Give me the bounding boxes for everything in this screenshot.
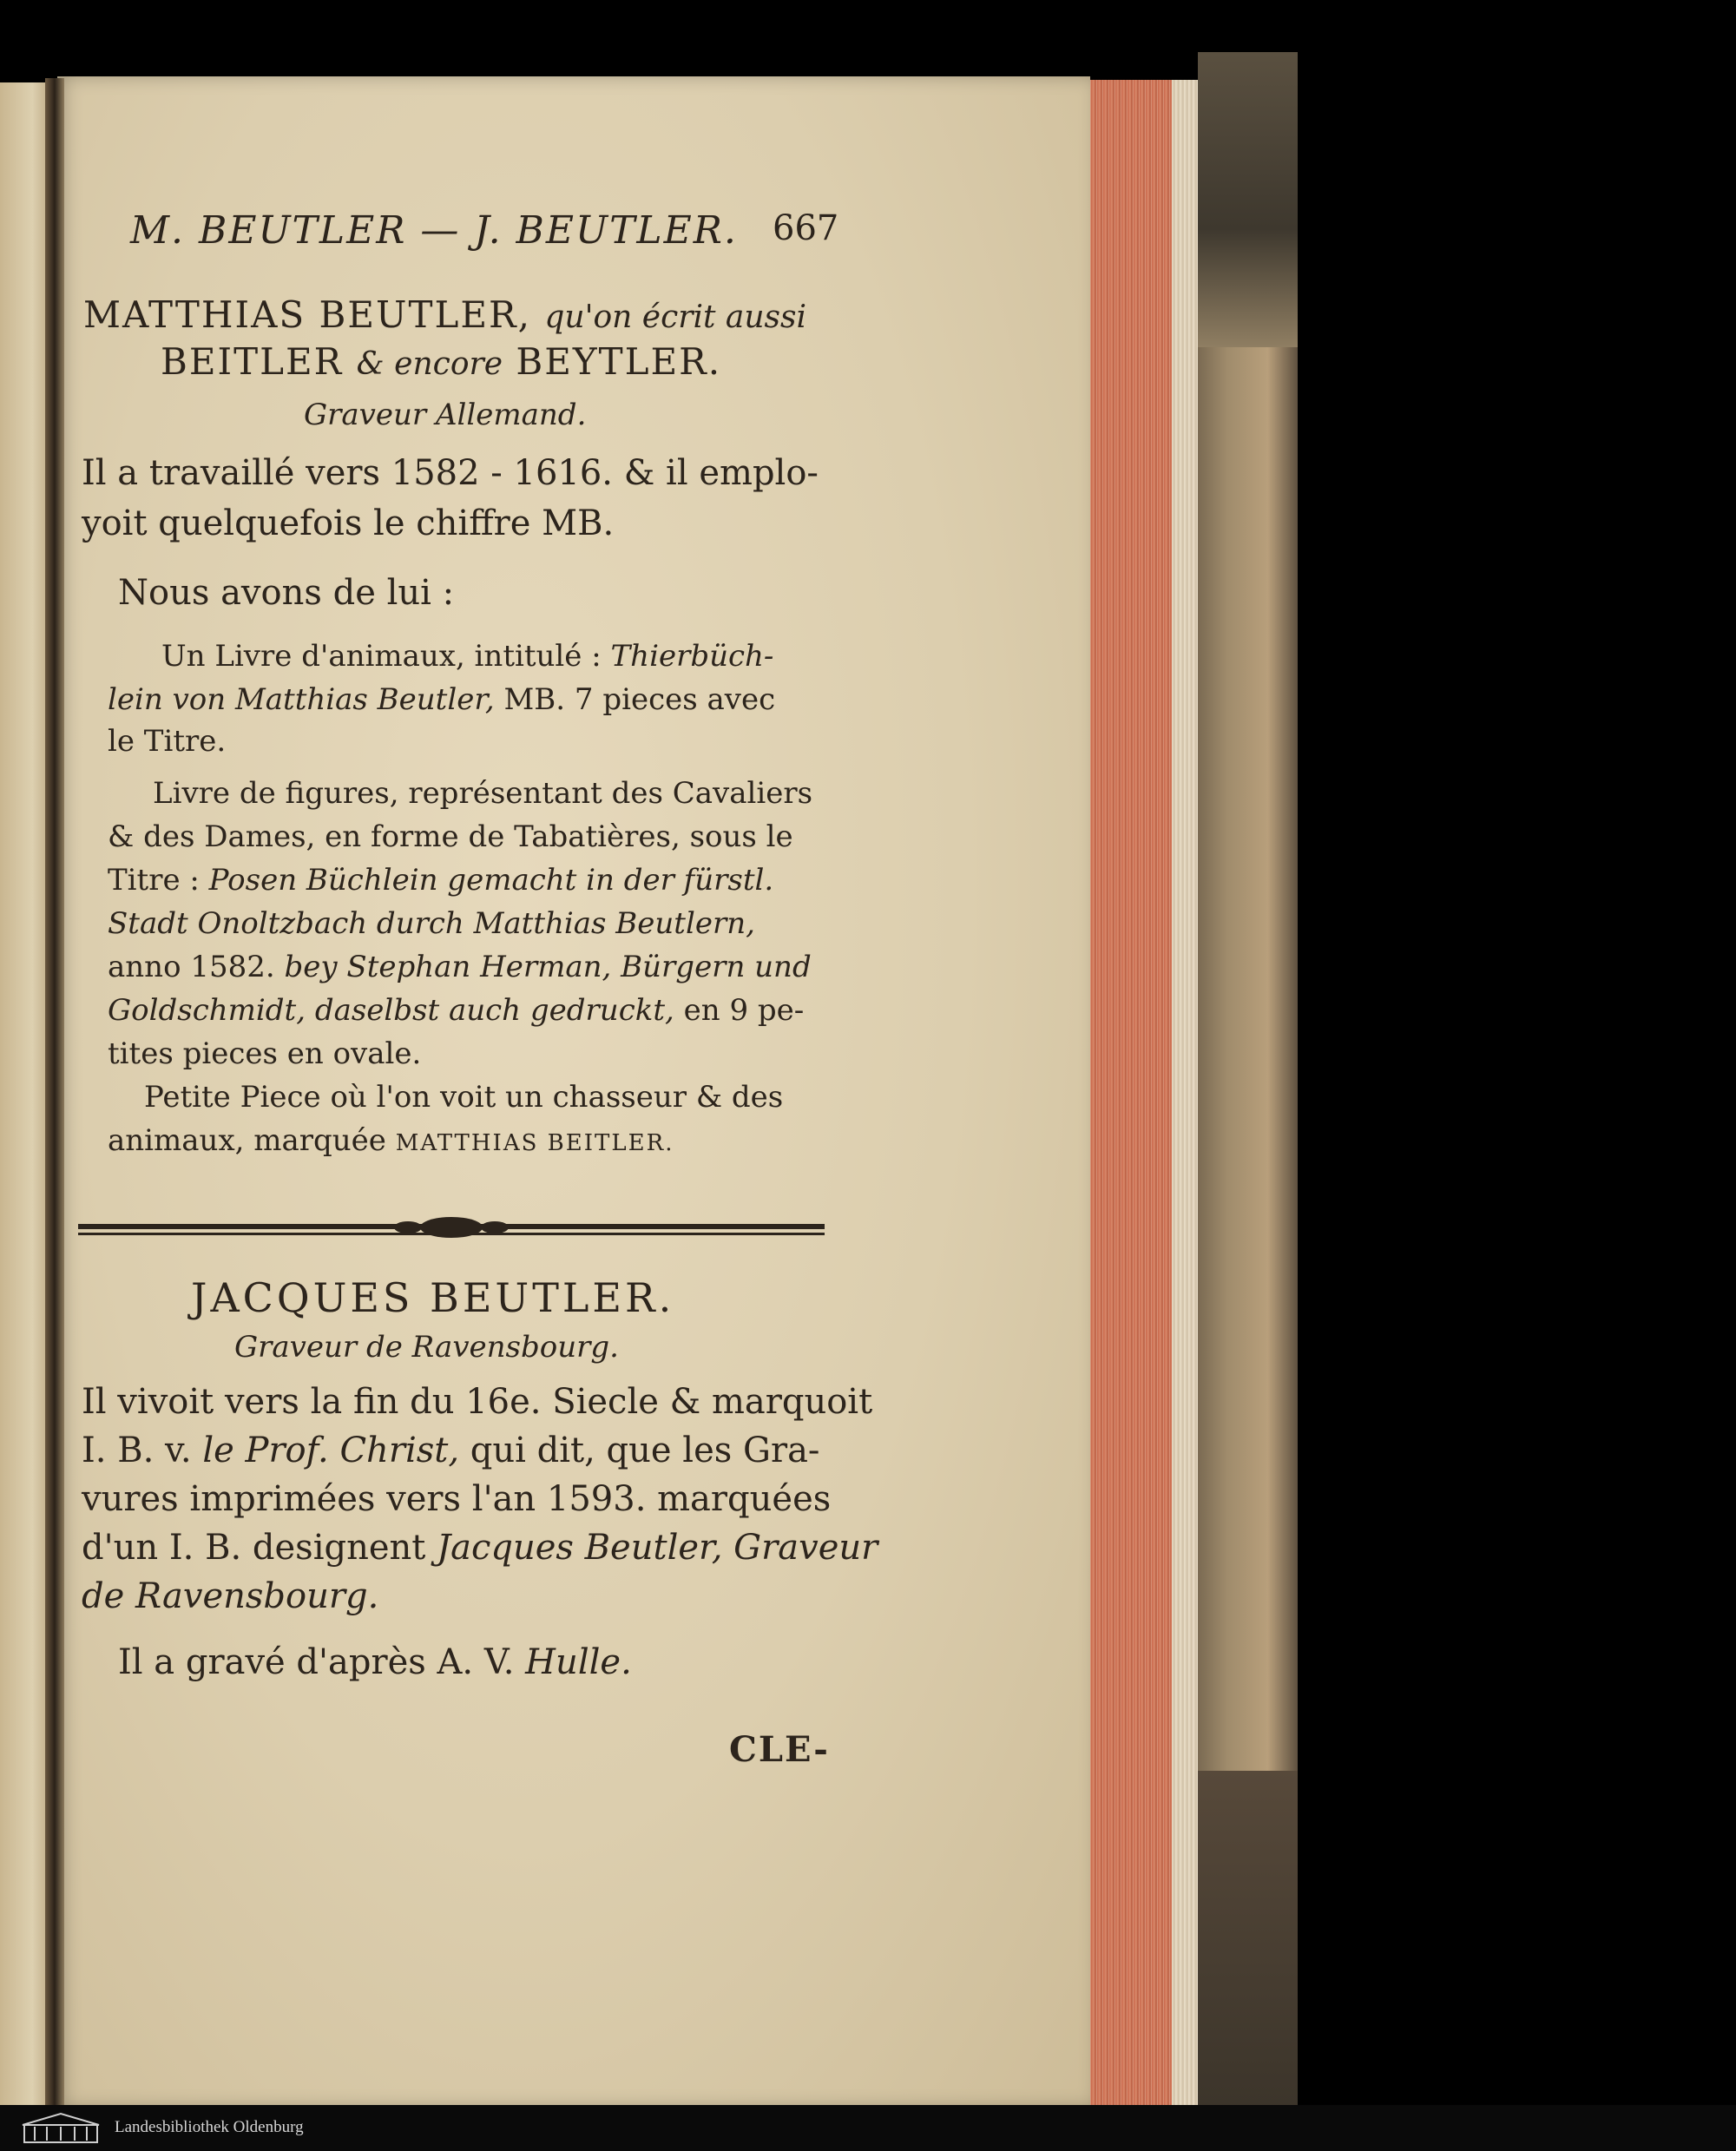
entry2-heading: JACQUES BEUTLER.	[191, 1274, 675, 1321]
entry1-note: qu'on écrit aussi	[544, 299, 806, 335]
entry2-para1-line1: Il vivoit vers la fin du 16e. Siecle & marquoit	[82, 1382, 873, 1422]
entry2-l2-c: qui dit, que les Gra-	[470, 1431, 820, 1470]
entry1-item2-line6	[108, 993, 804, 1028]
entry1-para2: Nous avons de lui :	[118, 573, 455, 613]
running-head: M. BEUTLER — J. BEUTLER.	[130, 208, 738, 253]
entry2-l2-a: I. B. v.	[82, 1431, 192, 1470]
entry1-item2-line4: Stadt Onoltzbach durch Matthias Beutlern,	[108, 906, 755, 941]
entry2-l2-b: le Prof. Christ,	[202, 1431, 460, 1470]
item2-l6-text: en 9 pe-	[683, 993, 805, 1028]
entry1-item2-line3	[108, 863, 773, 898]
book-cover-top	[1198, 52, 1298, 347]
item2-l3-title: Posen Büchlein gemacht in der fürstl.	[208, 863, 774, 898]
item1-l2-title: lein von Matthias Beutler,	[108, 682, 495, 717]
entry2-l4-b: Jacques Beutler, Graveur	[437, 1528, 878, 1568]
entry1-alias2: BEYTLER.	[516, 340, 722, 383]
item2-l5-title: bey Stephan Herman, Bürgern und	[284, 950, 812, 984]
entry1-alias1: BEITLER	[161, 340, 344, 383]
book-cover-bottom	[1198, 1771, 1298, 2118]
entry2-para2	[118, 1642, 632, 1682]
entry2-para1-line4	[82, 1528, 878, 1568]
entry1-alias-connector: & encore	[356, 346, 503, 382]
catchword: CLE-	[729, 1729, 830, 1770]
item1-l1-title: Thierbüch-	[610, 639, 774, 674]
entry1-heading-line2	[161, 340, 721, 383]
entry1-name: MATTHIAS BEUTLER,	[83, 293, 531, 336]
entry1-subtitle: Graveur Allemand.	[304, 398, 587, 432]
entry1-heading-line1	[83, 293, 806, 336]
entry1-item2-line5	[108, 950, 812, 984]
entry1-item1-line2	[108, 682, 775, 717]
item1-l2-text: MB. 7 pieces avec	[503, 682, 776, 717]
entry1-item2-line1: Livre de figures, représentant des Cavaliers	[153, 776, 813, 811]
entry2-p2-a: Il a gravé d'après A. V.	[118, 1642, 515, 1682]
item2-l5-text: anno 1582.	[108, 950, 275, 984]
entry1-item2-line7: tites pieces en ovale.	[108, 1036, 422, 1071]
ornamental-rule	[78, 1214, 825, 1243]
page-block-edges	[1172, 80, 1198, 2108]
entry2-subtitle: Graveur de Ravensbourg.	[234, 1330, 619, 1365]
entry2-p2-b: Hulle.	[525, 1642, 632, 1682]
item2-l3-text: Titre :	[108, 863, 200, 898]
entry1-item1-line1	[161, 639, 773, 674]
entry1-para1-line1: Il a travaillé vers 1582 - 1616. & il emplo-	[82, 453, 819, 493]
book-gutter	[45, 78, 64, 2109]
red-page-edges	[1085, 80, 1172, 2108]
entry1-item3-line2	[108, 1123, 674, 1158]
entry2-l4-a: d'un I. B. designent	[82, 1528, 426, 1568]
item3-l2-text: animaux, marquée	[108, 1123, 386, 1158]
entry1-para1-line2: yoit quelquefois le chiffre MB.	[82, 503, 615, 543]
library-building-logo	[19, 2111, 102, 2146]
entry2-para1-line2	[82, 1431, 819, 1470]
item3-l2-name: MATTHIAS BEITLER.	[395, 1130, 674, 1156]
entry1-item2-line2: & des Dames, en forme de Tabatières, sous le	[108, 819, 793, 854]
entry1-item3-line1: Petite Piece où l'on voit un chasseur & des	[144, 1080, 784, 1115]
page-number: 667	[773, 208, 839, 248]
item2-l6-title: Goldschmidt, daselbst auch gedruckt,	[108, 993, 674, 1028]
entry2-para1-line5: de Ravensbourg.	[82, 1576, 379, 1616]
item1-l1-text: Un Livre d'animaux, intitulé :	[161, 639, 602, 674]
entry2-para1-line3: vures imprimées vers l'an 1593. marquées	[82, 1479, 832, 1519]
footer-library-name: Landesbibliothek Oldenburg	[115, 2118, 304, 2136]
entry1-item1-line3: le Titre.	[108, 724, 227, 759]
